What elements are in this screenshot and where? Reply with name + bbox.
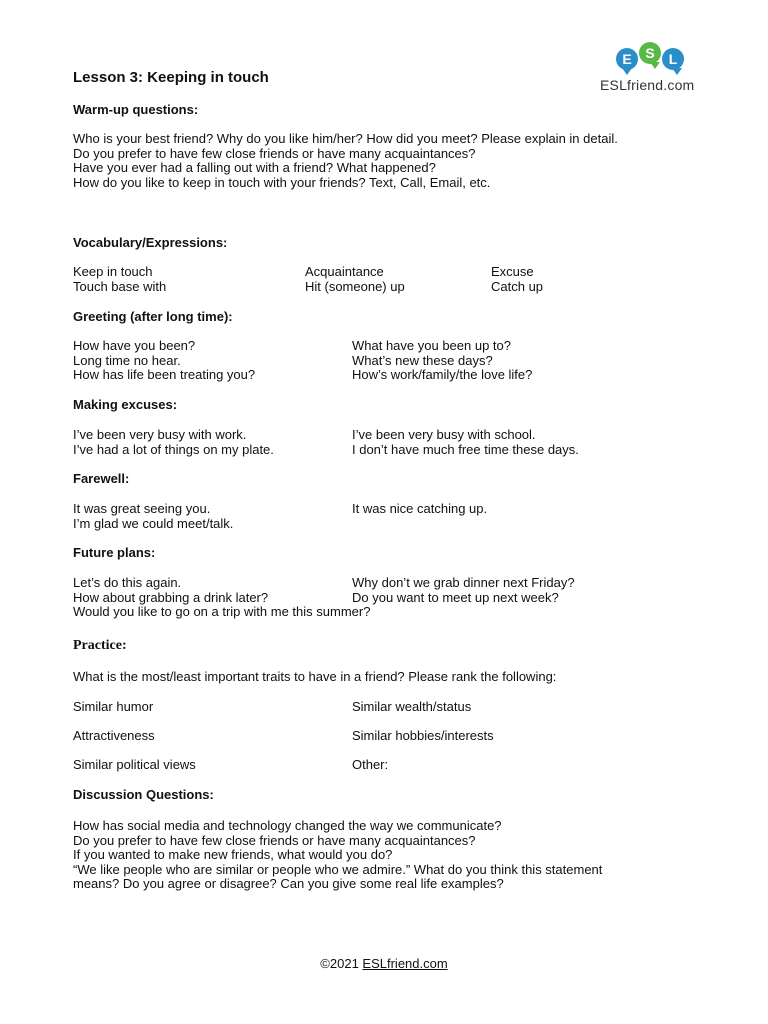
vocab-item: Touch base with: [73, 278, 167, 294]
trait-item: Similar hobbies/interests: [352, 728, 494, 743]
future-phrase: Would you like to go on a trip with me this summer?: [73, 604, 371, 619]
farewell-phrase: It was great seeing you.: [73, 501, 211, 516]
discussion-line: Do you prefer to have few close friends or have many acquaintances?: [73, 832, 476, 848]
greeting-phrase: How has life been treating you?: [73, 367, 256, 382]
greeting-phrase: What’s new these days?: [352, 352, 493, 368]
vocab-item: Keep in touch: [73, 264, 153, 279]
greeting-heading: Greeting (after long time):: [73, 309, 233, 324]
vocab-item: Acquaintance: [305, 264, 384, 279]
future-phrase: Do you want to meet up next week?: [352, 589, 559, 605]
logo-text: ESLfriend.com: [600, 77, 695, 93]
logo-letter-e: E: [616, 48, 638, 70]
future-phrase: Let’s do this again.: [73, 575, 182, 590]
warmup-line: How do you like to keep in touch with your friends? Text, Call, Email, etc.: [73, 174, 491, 190]
excuses-heading: Making excuses:: [73, 397, 178, 412]
warmup-line: Have you ever had a falling out with a friend? What happened?: [73, 160, 436, 175]
logo-letter-l: L: [662, 48, 684, 70]
warmup-line: Who is your best friend? Why do you like him/her? How did you meet? Please explain in detail.: [73, 131, 618, 146]
warmup-questions: [73, 132, 713, 190]
vocab-item: Excuse: [491, 264, 534, 279]
practice-intro: What is the most/least important traits to have in a friend? Please rank the following:: [73, 669, 557, 684]
excuse-phrase: I’ve been very busy with school.: [352, 427, 536, 442]
discussion-heading: Discussion Questions:: [73, 787, 214, 802]
copyright-footer: [0, 957, 768, 972]
footer-link[interactable]: ESLfriend.com: [362, 956, 448, 971]
warmup-line: Do you prefer to have few close friends or have many acquaintances?: [73, 145, 476, 161]
trait-item: Similar wealth/status: [352, 699, 472, 714]
farewell-phrase: I’m glad we could meet/talk.: [73, 515, 234, 531]
logo-letter-s: S: [639, 42, 661, 64]
discussion-line: “We like people who are similar or people who we admire.” What do you think this statement: [73, 861, 603, 877]
greeting-phrase: What have you been up to?: [352, 338, 512, 353]
vocab-item: Catch up: [491, 278, 544, 294]
greeting-phrase: How have you been?: [73, 338, 196, 353]
lesson-title: Lesson 3: Keeping in touch: [73, 69, 269, 86]
trait-item: Similar political views: [73, 757, 196, 772]
trait-item: Attractiveness: [73, 728, 155, 743]
copyright-text: ©2021: [320, 956, 363, 971]
discussion-line: How has social media and technology changed the way we communicate?: [73, 818, 502, 833]
farewell-heading: Farewell:: [73, 471, 130, 486]
discussion-questions: [73, 819, 713, 892]
greeting-phrase: Long time no hear.: [73, 352, 181, 368]
future-phrase: How about grabbing a drink later?: [73, 589, 269, 605]
practice-heading: Practice:: [73, 638, 127, 653]
trait-item: Other:: [352, 757, 389, 772]
excuse-phrase: I don’t have much free time these days.: [352, 441, 579, 457]
eslfriend-logo: [598, 42, 708, 98]
excuse-phrase: I’ve had a lot of things on my plate.: [73, 441, 274, 457]
future-heading: Future plans:: [73, 545, 156, 560]
vocab-item: Hit (someone) up: [305, 278, 405, 294]
trait-item: Similar humor: [73, 699, 154, 714]
farewell-phrase: It was nice catching up.: [352, 501, 488, 516]
discussion-line: If you wanted to make new friends, what would you do?: [73, 847, 393, 862]
excuse-phrase: I’ve been very busy with work.: [73, 427, 247, 442]
vocab-heading: Vocabulary/Expressions:: [73, 235, 228, 250]
future-phrase: Why don’t we grab dinner next Friday?: [352, 575, 575, 590]
discussion-line: means? Do you agree or disagree? Can you give some real life examples?: [73, 876, 504, 891]
greeting-phrase: How’s work/family/the love life?: [352, 367, 533, 382]
warmup-heading: Warm-up questions:: [73, 102, 199, 117]
